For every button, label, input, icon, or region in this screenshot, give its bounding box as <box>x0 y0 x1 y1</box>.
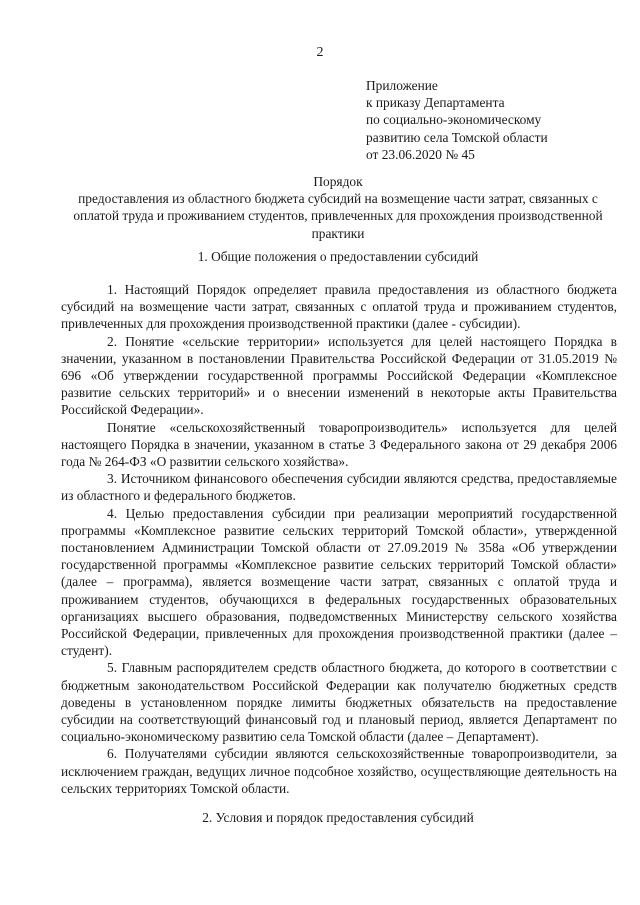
paragraph: 1. Настоящий Порядок определяет правила предоставления из областного бюджета субсидий на возмещение части затрат, связанных с оплатой труда и проживанием студентов, привлеченных для прохождения производственной практики (далее - субсидии). <box>61 282 617 332</box>
paragraph: 4. Целью предоставления субсидии при реализации мероприятий государственной программы «Комплексное развитие сельских территорий Томской области», утвержденной постановлением Администрации Томской области от 27.09.2019 № 358а «Об утверждении государственной программы «Комплексное развитие сельских территорий Томской области» (далее – программа), является возмещение части затрат, связанных с оплатой труда и проживанием студентов, обучающихся в федеральных государственных образовательных организациях высшего образования, подведомственных Министерству сельского хозяйства Российской Федерации, привлеченных для прохождения производственной практики (далее – студент). <box>61 505 617 659</box>
appendix-line: развитию села Томской области <box>366 129 548 145</box>
paragraph: 5. Главным распорядителем средств областного бюджета, до которого в соответствии с бюджетным законодательством Российской Федерации как получателю бюджетных средств доведены в установленном порядке лимиты бюджетных обязательств на предоставление субсидии на соответствующий финансовый год и плановый период, является Департамент по социально-экономическому развитию села Томской области (далее – Департамент). <box>61 660 617 745</box>
title-subtitle: предоставления из областного бюджета субсидий на возмещение части затрат, связанных с оплатой труда и проживанием студентов, привлеченных для прохождения производственной практики <box>73 191 603 241</box>
page-number: 2 <box>316 45 324 60</box>
appendix-line: Приложение <box>366 78 438 93</box>
appendix-line: к приказу Департамента <box>366 95 505 111</box>
section-2-heading: 2. Условия и порядок предоставления субсидий <box>202 810 474 825</box>
document-title <box>58 173 618 242</box>
section-1-body <box>61 281 617 797</box>
appendix-line: от 23.06.2020 № 45 <box>366 146 475 162</box>
paragraph: 2. Понятие «сельские территории» используется для целей настоящего Порядка в значении, указанном в постановлении Правительства Российской Федерации от 31.05.2019 № 696 «Об утверждении государственной программы Российской Федерации «Комплексное развитие сельских территорий» и о внесении изменений в некоторые акты Правительства Российской Федерации». <box>61 333 617 418</box>
appendix-line: по социально-экономическому <box>366 112 542 128</box>
section-1-heading: 1. Общие положения о предоставлении субсидий <box>197 249 479 264</box>
paragraph: 3. Источником финансового обеспечения субсидии являются средства, предоставляемые из областного и федерального бюджетов. <box>61 471 617 504</box>
title-heading: Порядок <box>313 174 363 189</box>
appendix-block <box>366 77 628 163</box>
paragraph: Понятие «сельскохозяйственный товаропроизводитель» используется для целей настоящего Порядка в значении, указанном в статье 3 Федерального закона от 29 декабря 2006 года № 264-ФЗ «О развитии сельского хозяйства». <box>61 419 617 470</box>
paragraph: 6. Получателями субсидии являются сельскохозяйственные товаропроизводители, за исключением граждан, ведущих личное подсобное хозяйство, осуществляющие деятельность на сельских территориях Томской области. <box>61 746 617 796</box>
